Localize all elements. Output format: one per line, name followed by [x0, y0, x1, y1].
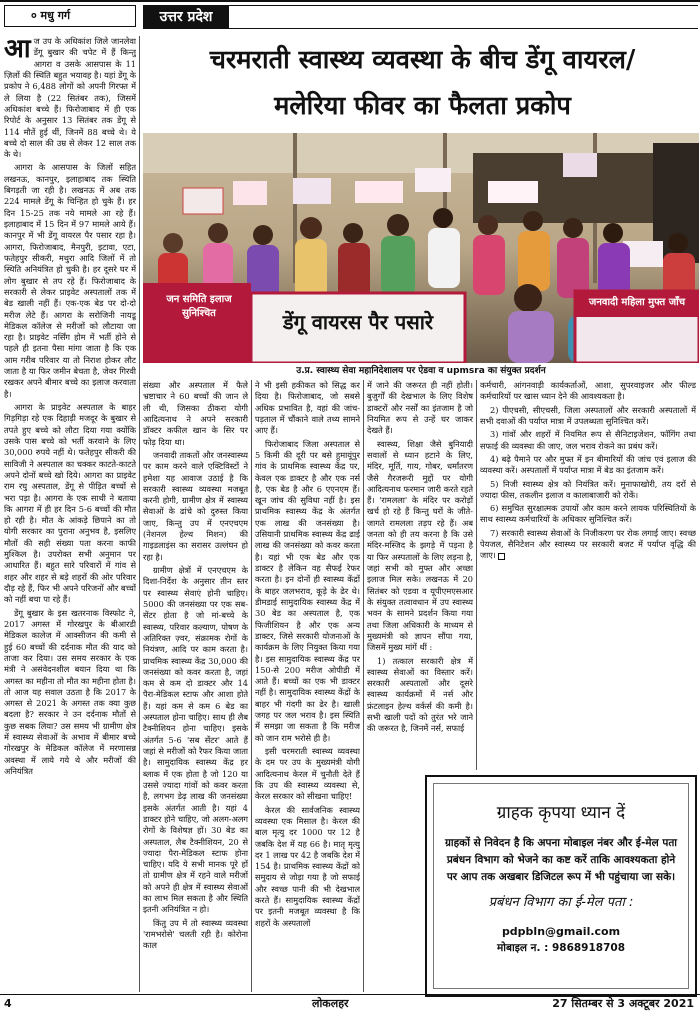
- protest-photo: [143, 133, 699, 363]
- col5-paragraph: 2) पीएचसी, सीएचसी, जिला अस्पतालों और सरकारी अस्पतालों में सभी दवाओं की पर्याप्त मात्रा में उपलब्धता सुनिश्चित करें।: [480, 404, 696, 426]
- top-rule: [0, 0, 700, 2]
- notice-mobile: मोबाइल न. : 9868918708: [496, 941, 626, 954]
- headline-line-1: चरमराती स्वास्थ्य व्यवस्था के बीच डेंगू वायरल/: [209, 45, 636, 75]
- section-label: उत्तर प्रदेश: [143, 5, 229, 29]
- column-rule: [139, 36, 140, 992]
- col5-paragraph: 5) निजी स्वास्थ्य क्षेत्र को नियंत्रित करें। मुनाफाखोरी, तय दरों से ज्यादा फीस, तकलीन इलाज व कालाबाजारी को रोकें।: [480, 478, 696, 500]
- col2-paragraph: जनवादी ताकतों और जनस्वास्थ्य पर काम करने वाले एक्टिविस्टों ने हमेशा यह आवाज उठाई है कि सरकारी स्वास्थ्य व्यवस्था मजबूत करनी होगी, ग्रामीण क्षेत्र में स्वास्थ्य सेवाओं के ढांचे को दुरुस्त किया जाए, किन्तु उप में एनएचएम (नेशनल हेल्थ मिशन) की गाइडलाइंस का सरासर उल्लंघन हो रहा है।: [143, 449, 248, 562]
- col1-paragraph: डेंगू बुखार के इस खतरनाक विस्फोट ने, 2017 अगस्त में गोरखपुर के बीआरडी मेडिकल कालेज में आक्सीजन की कमी से हुई 60 बच्चों की दर्दनाक मौत की याद को ताजा कर दिया। उस समय सरकार के एक मंत्री ने असंवेदनशील बयान दिया था कि अगस्त का महीना तो मौत का महीना होता है। तो आज यह सवाल उठता है कि 2017 के अगस्त से 2021 के अगस्त तक क्या कुछ बदला है? सरकार ने उन दर्दनाक मौतों से कुछ सबक लिया? उस समय भी ग्रामीण क्षेत्र में स्वास्थ्य सेवाओं के अभाव में बीमार बच्चे गोरखपुर के मेडिकल कॉलेज में मरणासन्न अवस्था में लाये गये थे और मरीजों की अनियंत्रित: [4, 607, 136, 776]
- col2-paragraph: किंतु उप में तो स्वास्थ्य व्यवस्था 'रामभरोसे' चलती रही है। कोरोना काल: [143, 917, 248, 951]
- photo-caption: उ.प्र. स्वास्थ्य सेवा महानिदेशालय पर ऐडवा व upmsra का संयुक्त प्रदर्शन: [296, 366, 546, 376]
- article-column-1: [4, 36, 136, 992]
- col4-paragraph: 1) तत्काल सरकारी क्षेत्र में स्वास्थ्य सेवाओं का विस्तार करें। सरकारी अस्पतालों और दूसरे स्वास्थ्य कार्यक्रमों में नर्स और फ्रंटलाइन हेल्थ वर्कर्स की कमी है। सभी खाली पदों को तुरंत भरे जाने की जरूरत है, जिनमें नर्स, सफाई: [367, 655, 473, 734]
- author-byline: ० मधु गर्ग: [4, 5, 136, 27]
- col1-paragraph: ज उप के अधिकांश जिले जानलेवा डेंगू बुखार की चपेट में हैं किन्तु आगरा व उसके आसपास के 11 ज़िलों की स्थिति बहुत भयावह है। यहां डेंगू के प्रकोप ने 6,488 लोगों को अपनी गिरफ्त में ले लिया है (22 सितंबर तक), जिसमें अधिकांश बच्चे हैं। फिरोजाबाद में ही एक रिपोर्ट के अनुसार 13 सितंबर तक डेंगू से 114 मौतें हुई थीं, जिनमें 88 बच्चे थे। ये बच्चे दो साल की उम्र से लेकर 12 साल तक के थे।: [4, 36, 136, 160]
- col2-paragraph: संख्या और अस्पताल में फैले भ्रष्टाचार ने 60 बच्चों की जान ले ली थी, जिसका ठीकरा योगी आदित्यनाथ ने अपने सरकारी डॉक्टर कफील खान के सिर पर फोड़ दिया था।: [143, 380, 248, 447]
- article-column-2: [143, 380, 248, 992]
- issue-date: 27 सितम्बर से 3 अक्टूबर 2021: [552, 997, 694, 1010]
- col4-paragraph: स्वास्थ्य, शिक्षा जैसे बुनियादी सवालों से ध्यान हटाने के लिए, मंदिर, मूर्ति, गाय, गोबर, धर्मांतरण जैसे गैरजरूरी मुद्दों पर योगी आदित्यनाथ फरमान जारी करते रहते हैं। 'रामलला' के मंदिर पर करोड़ों खर्च हो रहे हैं किन्तु घरों के जीते-जागते रामलला तड़प रहे हैं। अब जनता को ही तय करना है कि उसे मंदिर-मस्जिद के झगड़े में पड़ना है या फिर अस्पतालों के लिए लड़ना है, जहां सभी को मुफ्त और अच्छा इलाज मिल सके। लखनऊ में 20 सितंबर को एडवा व यूपीएमएसआर के संयुक्त तत्वावधान में उप स्वास्थ्य भवन के सामने प्रदर्शन किया गया तथा जिला अधिकारी के माध्यम से मुख्यमंत्री को ज्ञापन सौंपा गया, जिसमें मुख्य मांगें थीं :: [367, 438, 473, 653]
- notice-email[interactable]: pdpbln@gmail.com: [501, 924, 621, 938]
- headline: [150, 37, 695, 129]
- drop-cap: आ: [4, 36, 31, 64]
- banner-right-text: जनवादी महिला मुफ्त जाँच: [588, 297, 686, 308]
- col3-paragraph: ने भी इसी हकीकत को सिद्ध कर दिया है। फिरोजाबाद, जो सबसे अधिक प्रभावित है, वहां की जांच-पड़ताल में चौंकाने वाले तथ्य सामने आए हैं।: [255, 380, 360, 436]
- col5-paragraph: 4) बढ़े पैमाने पर और मुफ्त में इन बीमारियों की जांच एवं इलाज की व्यवस्था करें। अस्पतालों में पर्याप्त मात्रा में बेड का इंतजाम करें।: [480, 453, 696, 476]
- headline-line-2: मलेरिया फीवर का फैलता प्रकोप: [274, 91, 571, 121]
- column-rule: [251, 380, 252, 992]
- col5-paragraph: 6) समुचित सुरक्षात्मक उपायों और काम करने लायक परिस्थितियों के साथ स्वास्थ्य कर्मचारियों के अधिकार सुनिश्चित करें।: [480, 503, 696, 525]
- newspaper-name: लोकलहर: [312, 997, 349, 1010]
- col4-paragraph: में जाने की जरूरत ही नहीं होती। बुजुर्गों की देखभाल के लिए विशेष डाक्टरों और नर्सों का इंतजाम है जो नियमित रूप से उन्हें घर जाकर देखते हैं।: [367, 380, 473, 436]
- page-number: 4: [4, 997, 12, 1010]
- article-column-5: [480, 380, 696, 770]
- notice-email-label: प्रबंधन विभाग का ई-मेल पता :: [488, 894, 634, 910]
- col5-paragraph: 3) गांवों और शहरों में नियमित रूप से सैनिटाइजेशन, फॉगिंग तथा सफाई की व्यवस्था की जाए, जल भराव रोकने का प्रबंध करें।: [480, 429, 696, 451]
- col1-paragraph: आगरा के प्राइवेट अस्पताल के बाहर गिड़गिड़ा रहे एक दिहाड़ी मजदूर के बुखार से तपते हुए बच्चे को लौटा दिया गया क्योंकि उसके पास बच्चे को भर्ती करवाने के लिए 30,000 रुपये नहीं थे। फतेहपुर सीकरी की साविजी ने अस्पताल का चक्कर काटते-काटते अपने दोनों बच्चे खो दिये। आगरा का प्राइवेट राम रघु अस्पताल, डेंगू से पीड़ित बच्चों से भरा पड़ा है। आगरा के एक साथी ने बताया कि आगरा में ही हर दिन 5-6 बच्चों की मौत हो रही है। मौत के आंकड़े छिपाने का तो योगी सरकार का पुराना अनुभव है, इसलिए मौतों की सही संख्या पता करना काफी मुश्किल है। उपरोक्त सभी अनुमान पर आधारित हैं। बहुत सारे परिवारों में गांव से शहर और शहर से बड़े शहरों की ओर परिवार दौड़ रहे हैं, फिर भी अपने परिजनों और बच्चों को नहीं बचा पा रहे हैं।: [4, 402, 136, 605]
- section-rule: [229, 5, 698, 29]
- col5-last-text: 7) सरकारी स्वास्थ्य सेवाओं के निजीकरण पर रोक लगाई जाए। स्वच्छ पेयजल, सैनिटेशन और स्वास्थ्य पर सरकारी बजट में पर्याप्त वृद्धि की जाए।: [480, 527, 696, 561]
- col1-paragraph: आगरा के आसपास के जिलों सहित लखनऊ, कानपुर, इलाहाबाद तक स्थिति बिगड़ती जा रही है। लखनऊ में अब तक 224 मामले डेंगू के चिन्हित हो चुके हैं। हर दिन 15-25 तक नये मामले आ रहे हैं। इलाहाबाद में 15 दिन में 97 मामले आये हैं। कानपुर में भी डेंगू वायरल पैर पसार रहा है। आगरा, फिरोजाबाद, मैनपुरी, इटावा, एटा, फतेहपुर सीकरी, मथुरा आदि जिलों में तो स्थिति अनियंत्रित हो चुकी है। हर दूसरे घर में लोग बुखार से तप रहे हैं। फिरोजाबाद के सरकारी से लेकर प्राइवेट अस्पतालों तक में बेड खाली नहीं हैं। एक-एक बेड पर दो-दो मरीज लेटे हैं। आगरा के सरोजिनी नायडू मेडिकल कॉलेज से मरीजों को लौटाया जा रहा है। प्राइवेट नर्सिंग होम में भर्ती होने से पहले ही इतना पैसा मांगा जाता है कि एक आम गरीब परिवार या तो निराश होकर लौट जाता है या फिर जमीन बेचता है, जेवर गिरवी रखकर अपने बीमार बच्चे का इलाज करवाता है।: [4, 162, 136, 399]
- banner-left-text: जन समिति इलाज सुनिश्चित: [166, 294, 232, 319]
- col2-paragraph: ग्रामीण क्षेत्रों में एनएचएम के दिशा-निर्देश के अनुसार तीन स्तर पर स्वास्थ्य सेवाएं होनी चाहिए। 5000 की जनसंख्या पर एक सब-सेंटर होता है जो मां-बच्चे के स्वास्थ्य, परिवार कल्याण, पोषण के अतिरिक्त ज़्वर, संक्रामक रोगों के नियंत्रण, आदि पर काम करता है। प्राथमिक स्वास्थ्य केंद्र 30,000 की जनसंख्या को कवर करता है, जहां कम से कम दो डाक्टर और 14 पैरा-मेडिकल स्टाफ और आशा होते हैं। यहां कम से कम 6 बेड का अस्पताल होना चाहिए। साथ ही लैब टैक्नीशियन होना चाहिए। इसके अंतर्गत 5-6 'सब सेंटर' आते हैं जहां से मरीजों को रैफर किया जाता है। सामुदायिक स्वास्थ्य केंद्र हर ब्लाक में एक होता है जो 120 या उससे ज्यादा गांवों को कवर करता है, लगभग डेढ़ लाख की जनसंख्या इसके अंतर्गत आती है। यहां 4 डाक्टर होने चाहिए, जो अलग-अलग रोगों के विशेषज्ञ हों। 30 बेड का अस्पताल, लैब टैक्नीशियन, 20 से ज्यादा पैरा-मेडिकल स्टाफ होना चाहिए। यदि ये सभी मानक पूरे हों तो ग्रामीण क्षेत्र में रहने वाले मरीजों को अपने ही क्षेत्र में स्वास्थ्य सेवाओं का लाभ मिल सकता है और स्थिति इतनी अनियंत्रित न हो।: [143, 565, 248, 915]
- article-end-mark: [498, 553, 505, 560]
- notice-inner-frame: [433, 783, 689, 989]
- article-column-4: [367, 380, 473, 770]
- col3-paragraph: फिरोजाबाद जिला अस्पताल से 5 किमी की दूरी पर बसे हुमायूंपुर गांव के प्राथमिक स्वास्थ्य केंद्र पर, केवल एक डाक्टर है और एक नर्स है, एक बेड है और 6 एएनएम हैं। खून जांच की सुविधा नहीं है। इस प्राथमिक स्वास्थ्य केंद्र के अंतर्गत एक लाख की जनसंख्या है। उसियानी प्राथमिक स्वास्थ्य केंद्र ढाई लाख की जनसंख्या को कवर करता है। यहां भी एक बेड और एक डाक्टर है लेकिन वह सैफई रेफर करता है। इन दोनों ही स्वास्थ्य केंद्रों के बाहर जलभराव, कूड़े के ढेर थे। डीमडाई सामुदायिक स्वास्थ्य केंद्र में 30 बेड का अस्पताल है, एक फिजीशियन है और एक अन्य डाक्टर, जिसे सरकारी योजनाओं के कार्यक्रम के लिए नियुक्त किया गया है। इस सामुदायिक स्वास्थ्य केंद्र पर 150-से 200 मरीज ओपीडी में आते हैं। बच्चों का एक भी डाक्टर नहीं है। सामुदायिक स्वास्थ्य केंद्रों के बाहर भी गंदगी का ढेर है। खाली जगह पर जल भराव है। इस स्थिति में समझा जा सकता है कि मरीज को जान राम भरोसे ही है।: [255, 438, 360, 743]
- col5-paragraph: [480, 528, 696, 562]
- article-column-3: [255, 380, 360, 992]
- footer-rule: [0, 994, 700, 995]
- banner-main-text: डेंगू वायरस पैर पसारे: [282, 310, 434, 334]
- notice-title: ग्राहक कृपया ध्यान दें: [496, 803, 626, 823]
- column-rule: [363, 380, 364, 992]
- notice-body: ग्राहकों से निवेदन है कि अपना मोबाइल नंबर और ई-मेल पता प्रबंधन विभाग को भेजने का कष्ट करें ताकि आवश्यकता होने पर आप तक अखबार डिजिटल रूप में भी पहुंचाया जा सके।: [444, 837, 678, 884]
- col5-paragraph: कर्मचारी, आंगनवाड़ी कार्यकर्ताओं, आशा, सुपरवाइजर और फील्ड कर्मचारियों पर खास ध्यान देने की आवश्यकता है।: [480, 380, 696, 402]
- col3-paragraph: केरल की सार्वजनिक स्वास्थ्य व्यवस्था एक मिसाल है। केरल की बाल मृत्यु दर 1000 पर 12 है जबकि देश में यह 66 है। मातृ मृत्यु दर 1 लाख पर 42 है जबकि देश में 154 है। प्राथमिक स्वास्थ्य केंद्रों को समुदाय से जोड़ा गया है जो सफाई और स्वच्छ पानी की भी देखभाल करते हैं। सामुदायिक स्वास्थ्य केंद्रों पर इतनी मजबूत व्यवस्था है कि शहरों के अस्पतालों: [255, 804, 360, 928]
- column-rule: [476, 380, 477, 770]
- subscriber-notice-box: [425, 775, 697, 997]
- col3-paragraph: इसी चरमराती स्वास्थ्य व्यवस्था के दम पर उप के मुख्यमंत्री योगी आदित्यनाथ केरल में चुनौती देते हैं कि उप की स्वास्थ्य व्यवस्था से, केरल सरकार को सीखना चाहिए!: [255, 746, 360, 802]
